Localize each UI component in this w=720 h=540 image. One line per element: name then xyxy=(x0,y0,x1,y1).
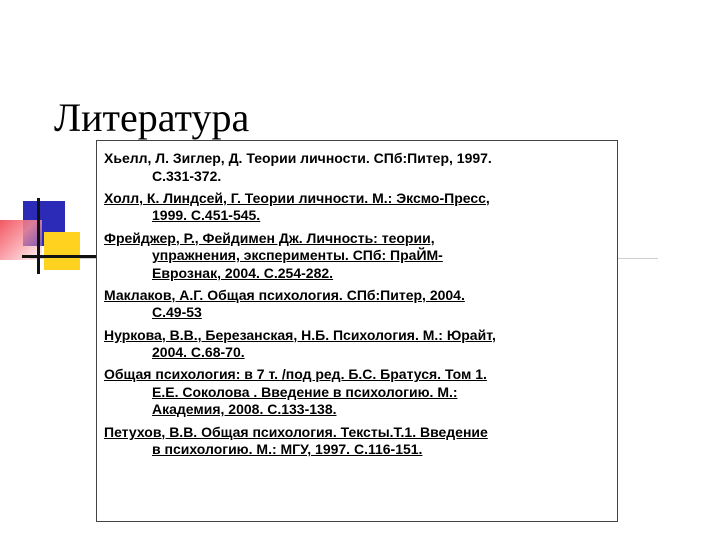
references-list xyxy=(104,150,612,464)
reference-item xyxy=(104,150,612,185)
reference-line: упражнения, эксперименты. СПб: ПраЙМ- xyxy=(152,247,443,264)
reference-line: Академия, 2008. С.133-138. xyxy=(152,401,337,418)
reference-line: С.49-53 xyxy=(152,304,202,321)
reference-line: Петухов, В.В. Общая психология. Тексты.Т.1. Введение xyxy=(104,423,488,440)
yellow-square xyxy=(44,232,80,270)
reference-item xyxy=(104,190,612,225)
reference-line: Е.Е. Соколова . Введение в психологию. М.: xyxy=(152,383,458,400)
reference-line: Еврознак, 2004. С.254-282. xyxy=(152,264,334,281)
reference-line: Хьелл, Л. Зиглер, Д. Теории личности. СПб:Питер, 1997. xyxy=(104,150,492,166)
reference-item xyxy=(104,230,612,283)
reference-line: Общая психология: в 7 т. /под ред. Б.С. Братуся. Том 1. xyxy=(104,366,487,383)
red-gradient-square xyxy=(0,220,42,260)
reference-item xyxy=(104,366,612,419)
reference-item xyxy=(104,424,612,459)
decorative-squares-graphic xyxy=(0,192,100,282)
horizontal-black-bar xyxy=(22,255,96,258)
reference-line: Маклаков, А.Г. Общая психология. СПб:Питер, 2004. xyxy=(104,286,465,303)
reference-line: в психологию. М.: МГУ, 1997. С.116-151. xyxy=(152,441,423,458)
reference-line: 1999. С.451-545. xyxy=(152,207,261,224)
reference-line: Холл, К. Линдсей, Г. Теории личности. М.: Эксмо-Пресс, xyxy=(104,189,490,206)
vertical-black-bar xyxy=(37,198,40,274)
reference-line: Фрейджер, Р., Фейдимен Дж. Личность: теории, xyxy=(104,229,435,246)
reference-line: 2004. С.68-70. xyxy=(152,344,245,361)
reference-line: Нуркова, В.В., Березанская, Н.Б. Психология. М.: Юрайт, xyxy=(104,326,496,343)
slide-title: Литература xyxy=(54,95,250,140)
reference-item xyxy=(104,287,612,322)
reference-item xyxy=(104,327,612,362)
reference-line: С.331-372. xyxy=(152,167,222,184)
